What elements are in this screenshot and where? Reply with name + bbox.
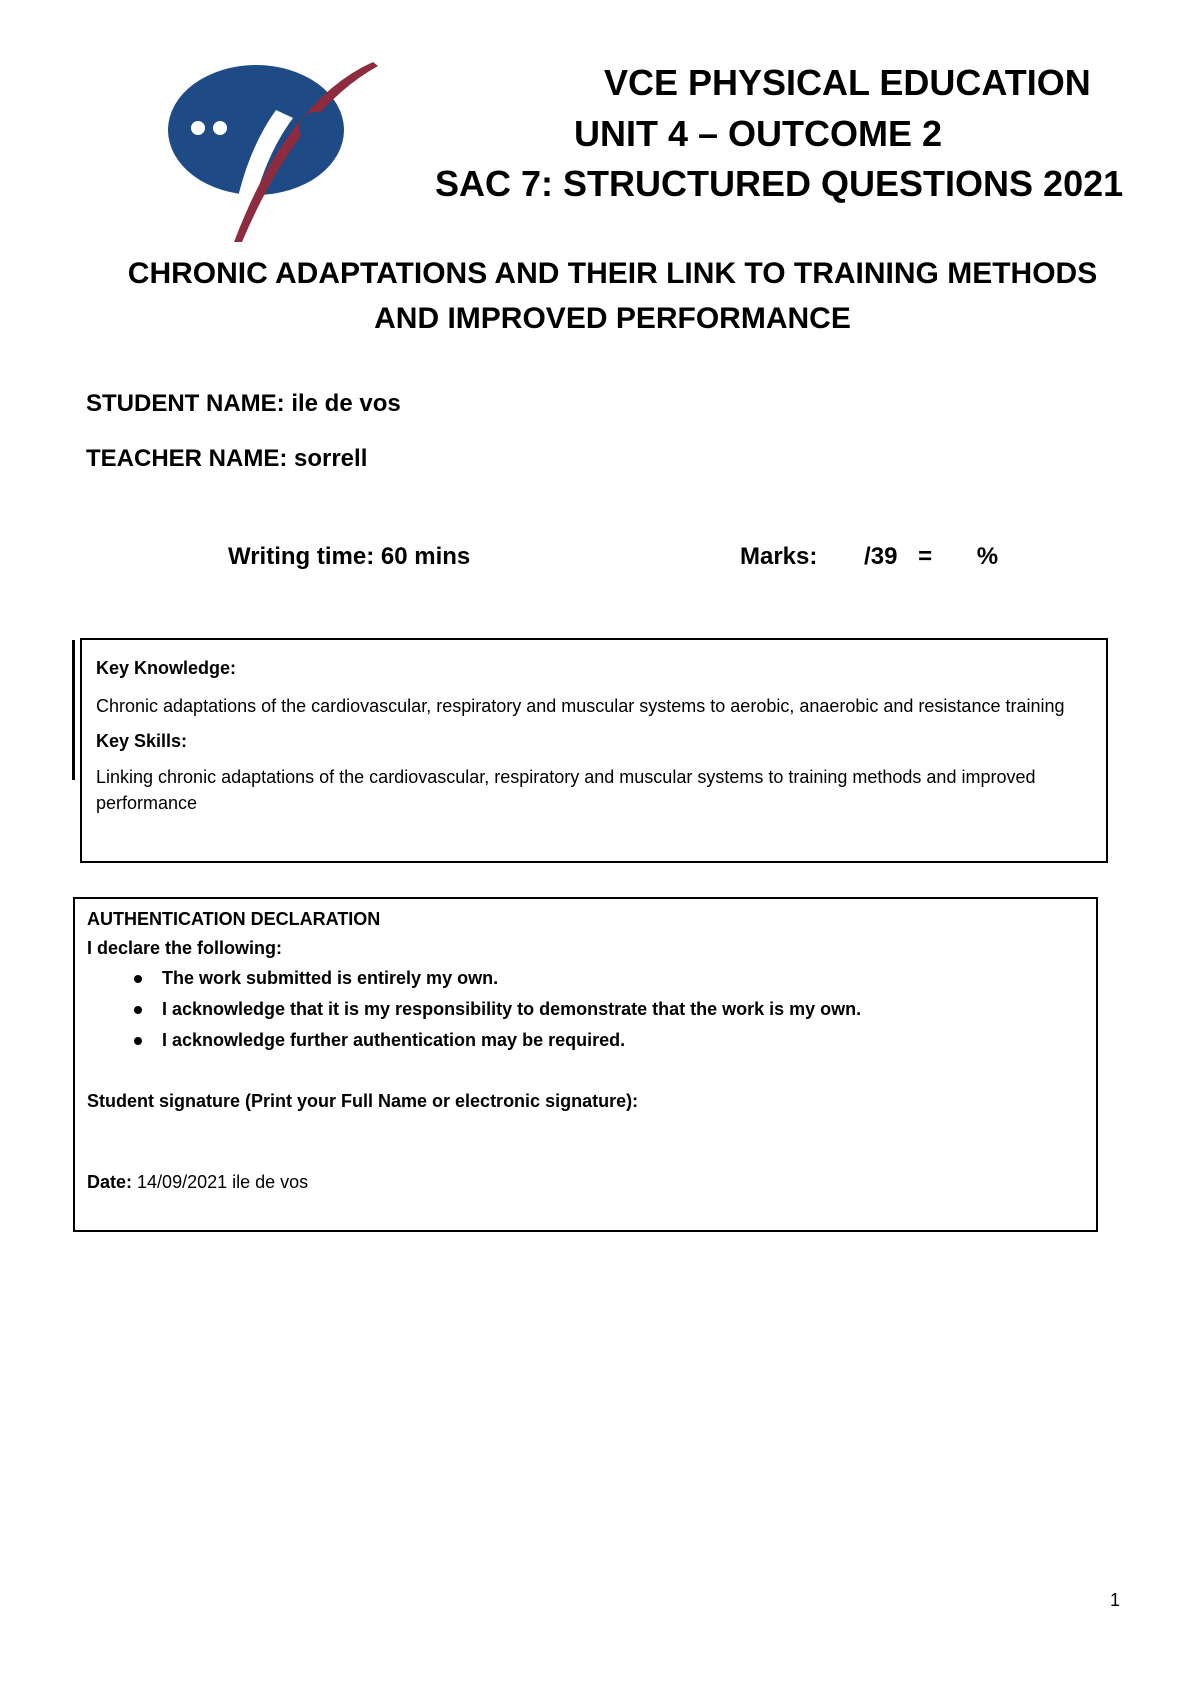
declaration-item: I acknowledge that it is my responsibility to demonstrate that the work is my own. — [134, 994, 1086, 1025]
header-title-line-2: UNIT 4 – OUTCOME 2 — [574, 113, 943, 154]
key-box-edge — [72, 640, 75, 780]
marks-percent: % — [976, 543, 999, 570]
logo-dot-3 — [299, 112, 331, 144]
declaration-item: The work submitted is entirely my own. — [134, 963, 1086, 994]
subtitle-line-2: AND IMPROVED PERFORMANCE — [374, 302, 851, 335]
marks-line — [740, 543, 998, 571]
page-number: 1 — [1110, 1590, 1121, 1610]
key-knowledge-box — [80, 638, 1108, 863]
teacher-name: TEACHER NAME: sorrell — [86, 445, 368, 472]
writing-time: Writing time: 60 mins — [228, 543, 471, 570]
marks-equals: = — [918, 543, 933, 570]
authentication-title: AUTHENTICATION DECLARATION — [87, 909, 381, 929]
date-value: 14/09/2021 ile de vos — [137, 1172, 309, 1192]
logo-dot-1 — [191, 121, 205, 135]
declaration-item: I acknowledge further authentication may be required. — [134, 1025, 1086, 1056]
date-line — [87, 1168, 1086, 1197]
date-label: Date: — [87, 1172, 133, 1192]
marks-total: /39 — [864, 543, 898, 570]
school-logo — [168, 60, 378, 242]
key-skills-label: Key Skills: — [96, 731, 188, 751]
key-skills-text: Linking chronic adaptations of the cardiovascular, respiratory and muscular systems to training methods and improved performance — [96, 767, 1036, 813]
marks-label: Marks: — [740, 543, 818, 570]
subtitle-line-1: CHRONIC ADAPTATIONS AND THEIR LINK TO TRAINING METHODS — [127, 257, 1098, 290]
key-knowledge-text: Chronic adaptations of the cardiovascular, respiratory and muscular systems to aerobic, anaerobic and resistance training — [96, 696, 1065, 716]
authentication-box — [73, 897, 1098, 1232]
authentication-intro: I declare the following: — [87, 938, 283, 958]
key-knowledge-label: Key Knowledge: — [96, 658, 237, 678]
signature-label: Student signature (Print your Full Name or electronic signature): — [87, 1091, 639, 1111]
logo-dot-2 — [213, 121, 227, 135]
header-title-line-3: SAC 7: STRUCTURED QUESTIONS 2021 — [435, 163, 1124, 204]
declaration-list — [87, 963, 1086, 1056]
header-title-line-1: VCE PHYSICAL EDUCATION — [604, 62, 1091, 103]
student-name: STUDENT NAME: ile de vos — [86, 390, 401, 417]
